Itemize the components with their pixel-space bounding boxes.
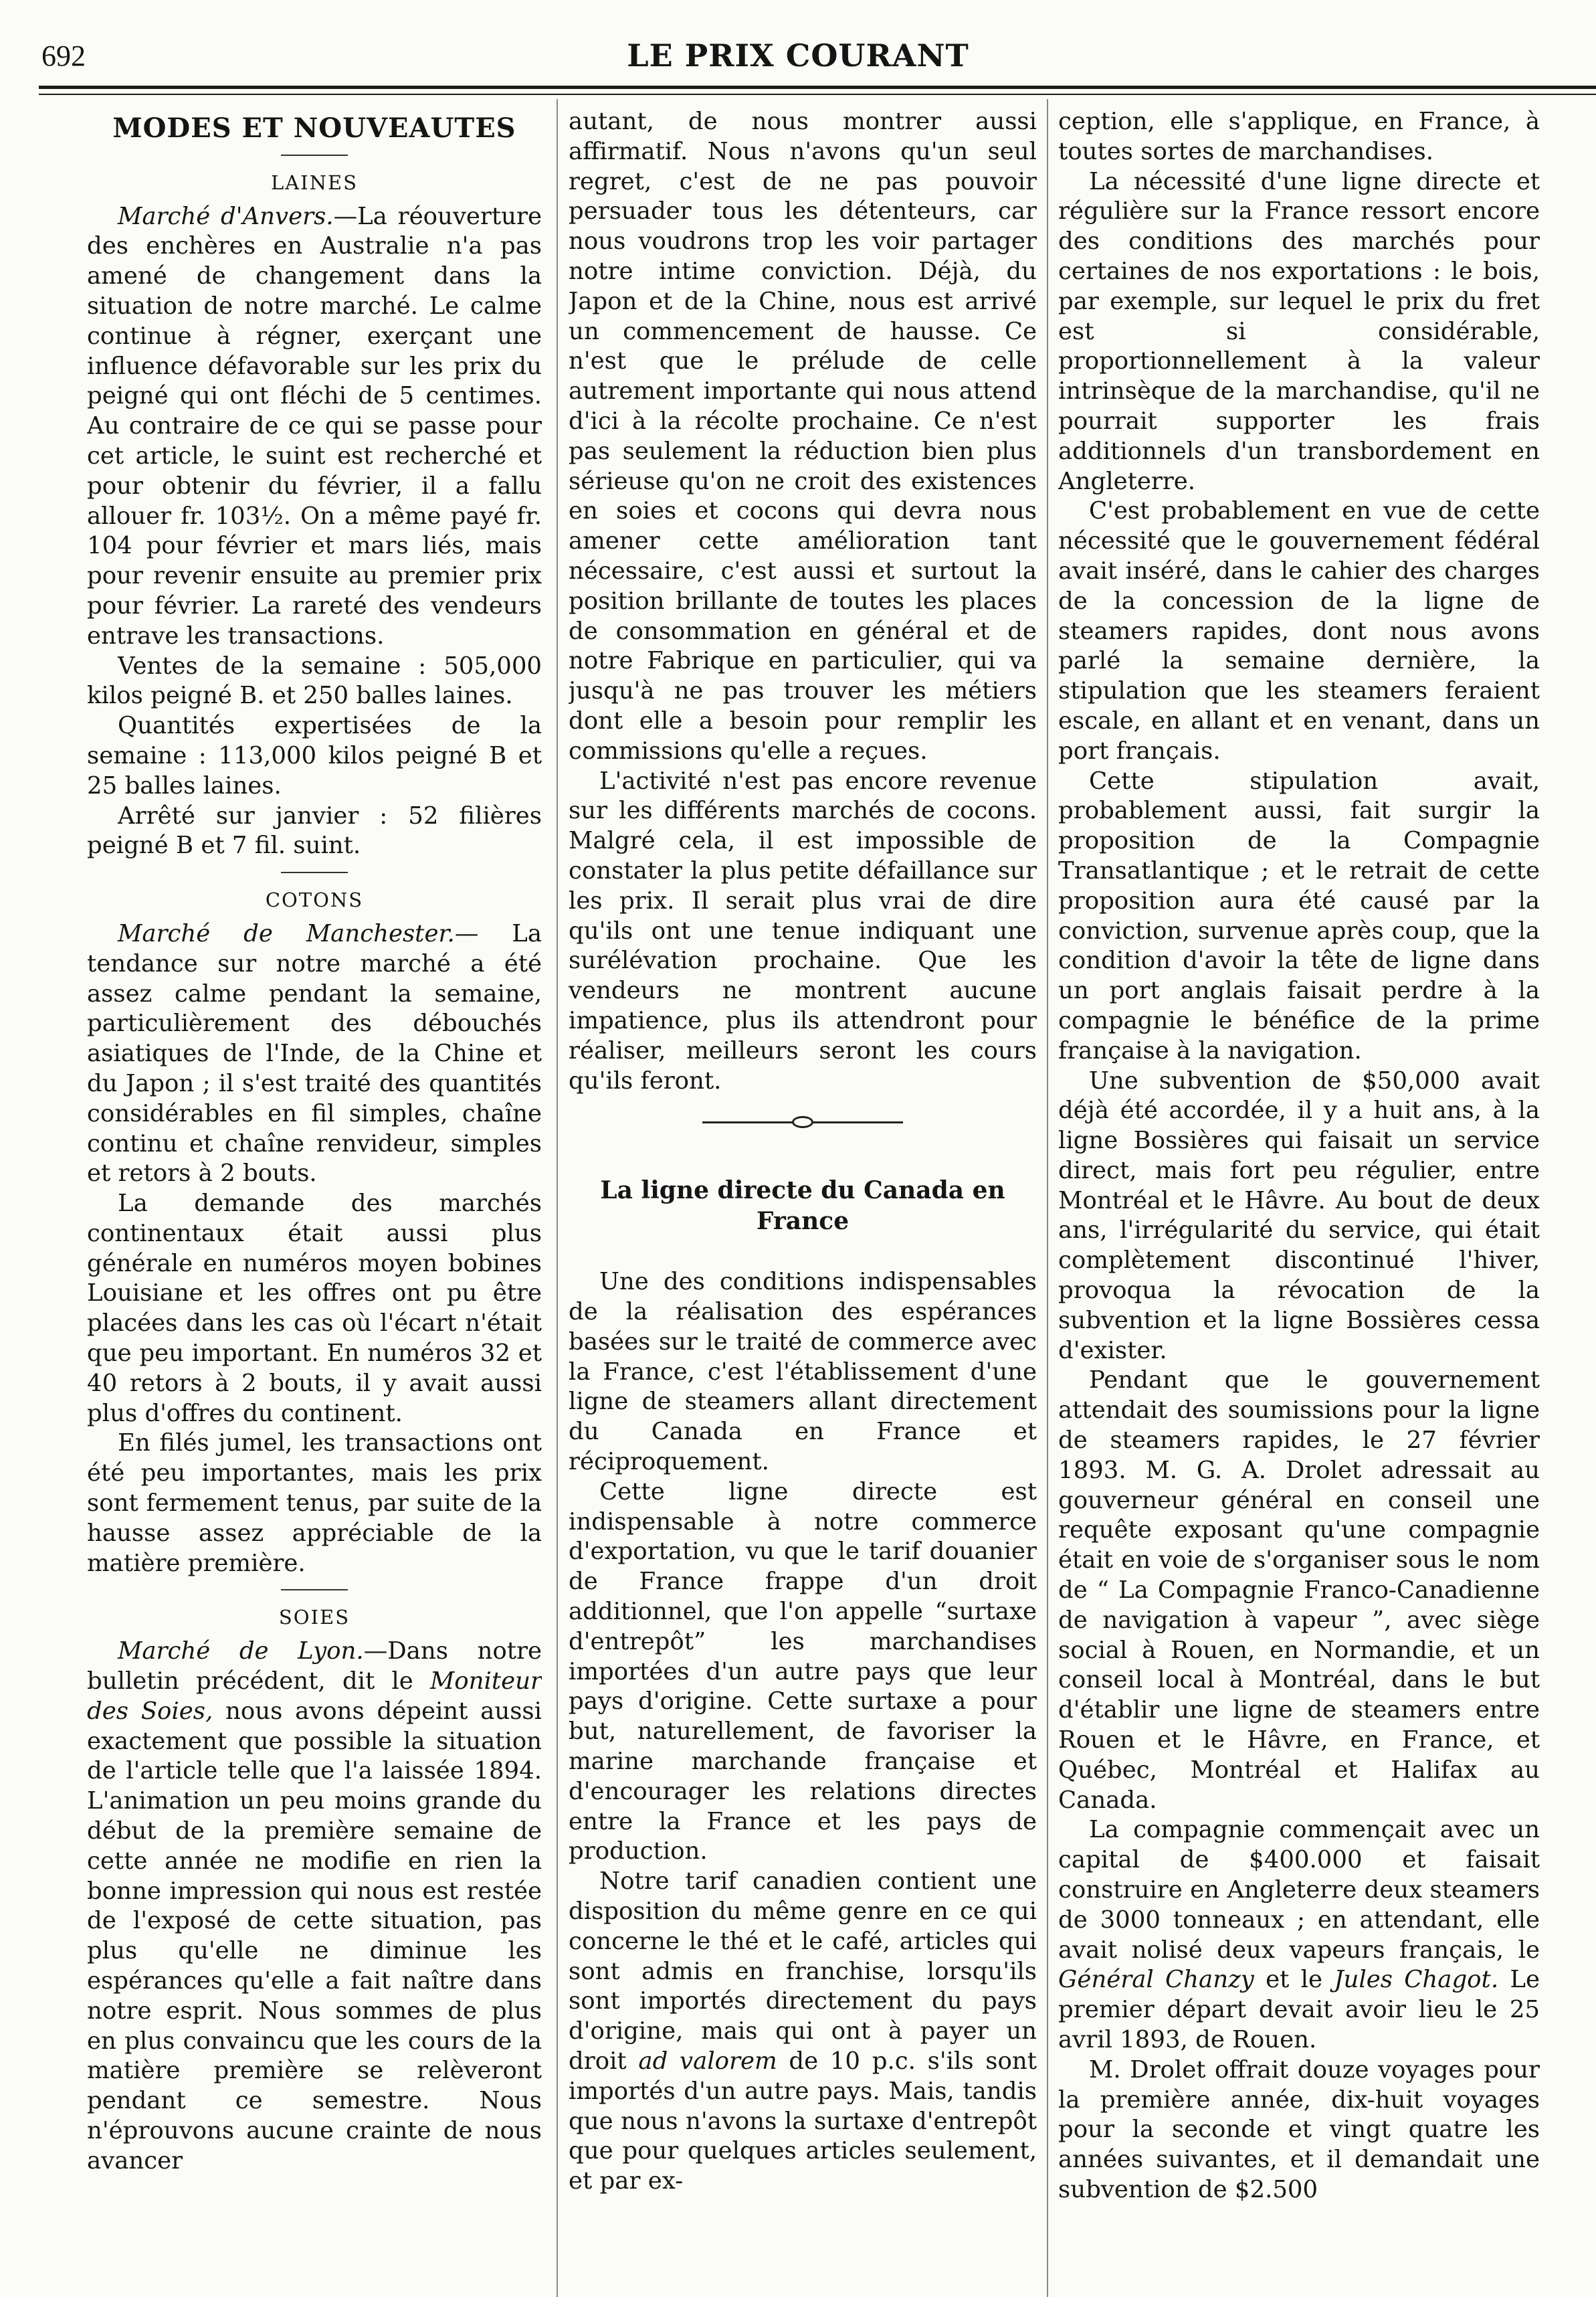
paragraph: M. Drolet offrait douze voyages pour la première année, dix-huit voyages pour la seconde et vingt quatre les années suivantes, et il demandait une subvention de $2.500 (1058, 2055, 1540, 2203)
market-name: Marché de Lyon. (118, 1637, 364, 1665)
paragraph (1058, 1815, 1540, 2055)
paragraph: Cette stipulation avait, probablement aussi, fait surgir la proposition de la Compagnie Transatlantique ; et le retrait de cette proposition aura été causé par la conviction, survenue après coup, que la condition d'avoir la tête de ligne dans un port anglais faisait perdre à la compagnie le bénéfice de la prime française à la navigation. (1058, 767, 1540, 1065)
paragraph: La nécessité d'une ligne directe et régulière sur la France ressort encore des conditions des marchés pour certaines de nos exportations : le bois, par exemple, sur lequel le prix du fret est si considérable, proportionnellement à la valeur intrinsèque de la marchandise, qu'il ne pourrait supporter les frais additionnels d'un transbordement en Angleterre. (1058, 167, 1540, 495)
paragraph-text: et le (1254, 1966, 1334, 1994)
paragraph: Ventes de la semaine : 505,000 kilos peigné B. et 250 balles laines. (87, 652, 542, 710)
paragraph-text: —La réouverture des enchères en Australie n'a pas amené de changement dans la situation de notre marché. Le calme continue à régner, exerçant une influence défavorable sur les prix du peigné qui ont fléchi de 5 centimes. Au contraire de ce qui se passe pour cet article, le suint est recherché et pour obtenir du février, il a fallu allouer fr. 103½. On a même payé fr. 104 pour février et mars liés, mais pour revenir ensuite au premier prix pour février. La rareté des vendeurs entrave les transactions. (87, 202, 542, 650)
header-rule (39, 86, 1596, 89)
market-name: Marché de Manchester. (118, 919, 455, 947)
ornament-divider (702, 1116, 903, 1128)
publication-name: Moniteur des Soies, (87, 1667, 542, 1725)
paragraph-text: de 10 p.c. s'ils sont importés d'un autre pays. Mais, tandis que nous n'avons la surtaxe d'entrepôt que pour quelques articles seulement, et par ex- (569, 2047, 1037, 2195)
market-name: Marché d'Anvers. (118, 202, 334, 230)
italic-term: ad valorem (638, 2047, 777, 2076)
column-2 (569, 107, 1037, 2297)
section-divider (281, 155, 348, 156)
column-1 (87, 107, 542, 2297)
ship-name: Général Chanzy (1058, 1966, 1254, 1994)
paragraph: Cette ligne directe est indispensable à notre commerce d'exportation, vu que le tarif douanier de France frappe d'un droit additionnel, que l'on appelle “surtaxe d'entrepôt” les marchandises importées d'un autre pays que leur pays d'origine. Cette surtaxe a pour but, naturellement, de favoriser la marine marchande française et d'encourager les relations directes entre la France et les pays de production. (569, 1477, 1037, 1865)
column-3 (1058, 107, 1540, 2297)
journal-title: LE PRIX COURANT (627, 37, 969, 74)
column-divider (557, 99, 558, 2297)
header-rule-thin (39, 94, 1596, 95)
paragraph: Quantités expertisées de la semaine : 113,000 kilos peigné B et 25 balles laines. (87, 712, 542, 800)
section-title: MODES ET NOUVEAUTES (112, 112, 516, 144)
paragraph (87, 1637, 542, 2176)
paragraph: ception, elle s'applique, en France, à toutes sortes de marchandises. (1058, 108, 1540, 165)
section-divider (281, 1589, 348, 1590)
paragraph: C'est probablement en vue de cette nécessité que le gouvernement fédéral avait inséré, dans le cahier des charges de la concession de la ligne de steamers rapides, dont nous avons parlé la semaine dernière, la stipulation que les steamers feraient escale, en allant et en venant, dans un port français. (1058, 497, 1540, 765)
section-divider (281, 872, 348, 873)
paragraph (87, 202, 542, 652)
paragraph: autant, de nous montrer aussi affirmatif. Nous n'avons qu'un seul regret, c'est de ne pas pouvoir persuader tous les détenteurs, car nous voudrons trop les voir partager notre intime conviction. Déjà, du Japon et de la Chine, nous est arrivé un commencement de hausse. Ce n'est que le prélude de celle autrement importante qui nous attend d'ici à la récolte prochaine. Ce n'est pas seulement la réduction bien plus sérieuse qu'on ne croit des existences en soies et cocons qui devra nous amener cette amélioration tant nécessaire, c'est aussi et surtout la position brillante de toutes les places de consommation en général et de notre Fabrique en particulier, qui va jusqu'à ne pas trouver les métiers dont elle a besoin pour remplir les commissions qu'elle a reçues. (569, 108, 1037, 765)
paragraph: Arrêté sur janvier : 52 filières peigné B et 7 fil. suint. (87, 802, 542, 860)
paragraph: Une des conditions indispensables de la réalisation des espérances basées sur le traité de commerce avec la France, c'est l'établissement d'une ligne de steamers allant directement du Canada en France et réciproquement. (569, 1268, 1037, 1476)
paragraph (569, 1867, 1037, 2197)
paragraph: La demande des marchés continentaux était aussi plus générale en numéros moyen bobines Louisiane et les offres ont pu être placées dans les cas où l'écart n'était que peu important. En numéros 32 et 40 retors à 2 bouts, il y avait aussi plus d'offres du continent. (87, 1190, 542, 1427)
paragraph-text: nous avons dépeint aussi exactement que possible la situation de l'article telle que l'a laissée 1894. L'animation un peu moins grande du début de la première semaine de cette année ne modifie en rien la bonne impression qui nous est restée de l'exposé de cette situation, pas plus qu'elle ne diminue les espérances qu'elle a fait naître dans notre esprit. Nous sommes de plus en plus convaincu que les cours de la matière première se relèveront pendant ce semestre. Nous n'éprouvons aucune crainte de nous avancer (87, 1697, 542, 2175)
paragraph-text: Le premier départ devait avoir lieu le 25 avril 1893, de Rouen. (1058, 1966, 1540, 2053)
subsection-label-cotons: COTONS (265, 889, 364, 912)
paragraph-text: — La tendance sur notre marché a été assez calme pendant la semaine, particulièrement des débouchés asiatiques de l'Inde, de la Chine et du Japon ; il s'est traité des quantités considérables en fil simples, chaîne continu et chaîne renvideur, simples et retors à 2 bouts. (87, 919, 542, 1188)
ship-name: Jules Chagot. (1334, 1966, 1499, 1994)
column-divider (1047, 99, 1048, 2297)
article-title: La ligne directe du Canada en France (600, 1176, 1005, 1236)
paragraph-text: La compagnie commençait avec un capital de $400.000 et faisait construire en Angleterre deux steamers de 3000 tonneaux ; en attendant, elle avait nolisé deux vapeurs français, le (1058, 1816, 1540, 1964)
paragraph (87, 919, 542, 1189)
paragraph: Pendant que le gouvernement attendait des soumissions pour la ligne de steamers rapides, le 27 février 1893. M. G. A. Drolet adressait au gouverneur général en conseil une requête exposant qu'une compagnie était en voie de s'organiser sous le nom de “ La Compagnie Franco-Canadienne de navigation à vapeur ”, avec siège social à Rouen, en Normandie, et un conseil local à Montréal, dans le but d'établir une ligne de steamers entre Rouen et le Hâvre, en France, et Québec, Montréal et Halifax au Canada. (1058, 1366, 1540, 1814)
paragraph: L'activité n'est pas encore revenue sur les différents marchés de cocons. Malgré cela, il est impossible de constater la plus petite défaillance sur les prix. Il serait plus vrai de dire qu'ils ont une tenue indiquant une surélévation prochaine. Que les vendeurs ne montrent aucune impatience, plus ils attendront pour réaliser, meilleurs seront les cours qu'ils feront. (569, 767, 1037, 1095)
subsection-label-soies: SOIES (278, 1606, 351, 1629)
subsection-label-laines: LAINES (270, 171, 359, 194)
paragraph-text: Notre tarif canadien contient une disposition du même genre en ce qui concerne le thé et le café, articles qui sont admis en franchise, lorsqu'ils sont importés directement du pays d'origine, mais qui ont à payer un droit (569, 1867, 1037, 2076)
page-number: 692 (41, 39, 86, 72)
paragraph: En filés jumel, les transactions ont été peu importantes, mais les prix sont fermement tenus, par suite de la hausse assez appréciable de la matière première. (87, 1429, 542, 1577)
paragraph: Une subvention de $50,000 avait déjà été accordée, il y a huit ans, à la ligne Bossières qui faisait un service direct, mais fort peu régulier, entre Montréal et le Hâvre. Au bout de deux ans, l'irrégularité du service, qui était complètement discontinué l'hiver, provoqua la révocation de la subvention et la ligne Bossières cessa d'exister. (1058, 1067, 1540, 1364)
paragraph-text: —Dans notre bulletin précédent, dit le (87, 1637, 542, 1695)
